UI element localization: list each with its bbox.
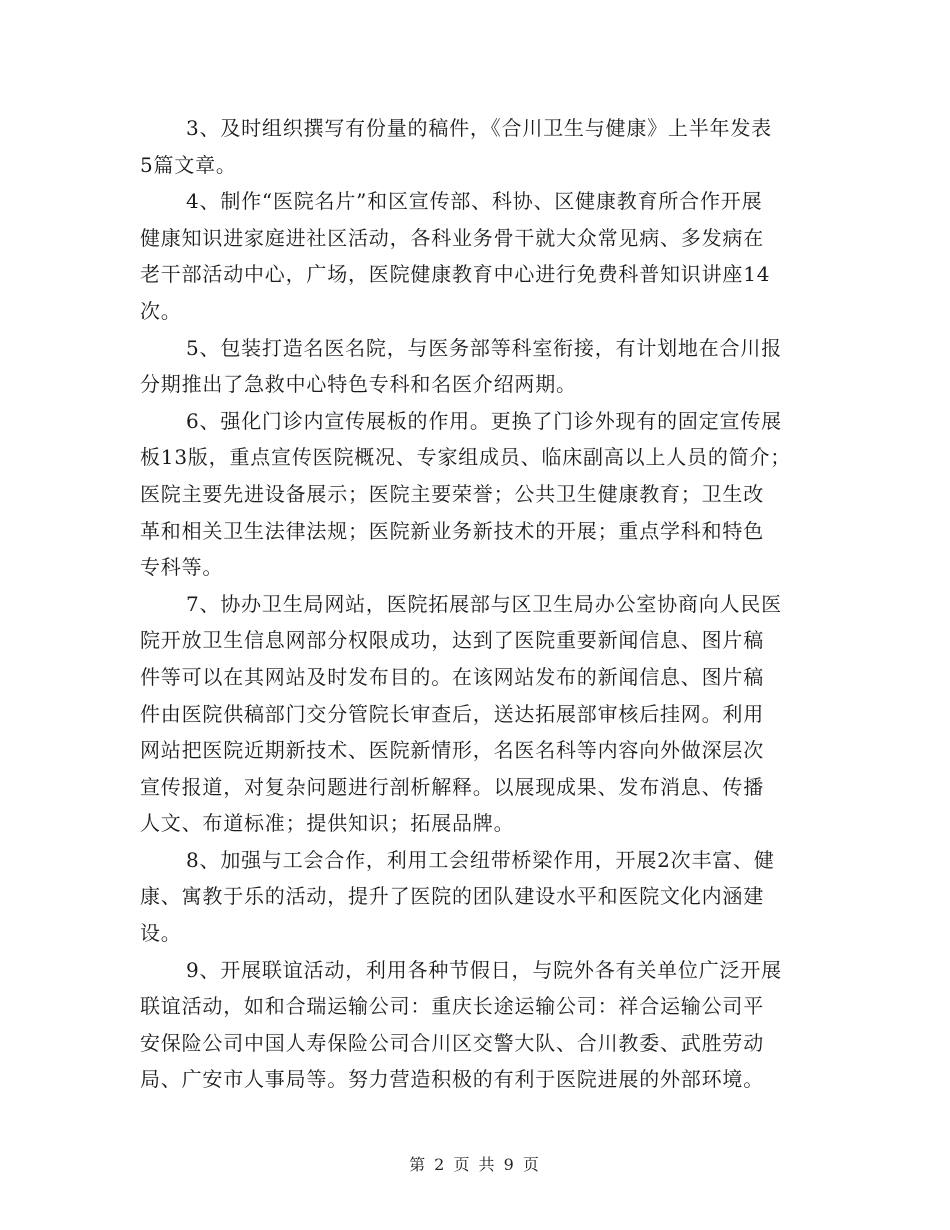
paragraph-line: 宣传报道，对复杂问题进行剖析解释。以展现成果、发布消息、传播: [140, 774, 764, 799]
paragraph-line: 7、协办卫生局网站，医院拓展部与区卫生局办公室协商向人民医: [186, 591, 782, 616]
paragraph-line: 老干部活动中心，广场，医院健康教育中心进行免费科普知识讲座14: [140, 262, 771, 287]
paragraph-line: 医院主要先进设备展示；医院主要荣誉；公共卫生健康教育；卫生改: [140, 481, 764, 506]
paragraph-line: 分期推出了急救中心特色专科和名医介绍两期。: [140, 372, 577, 397]
paragraph: [140, 110, 812, 183]
paragraph: [140, 842, 812, 952]
paragraph-line: 9、开展联谊活动，利用各种节假日，与院外各有关单位广泛开展: [186, 957, 782, 982]
paragraph-line: 次。: [140, 298, 182, 323]
paragraph-line: 革和相关卫生法律法规；医院新业务新技术的开展；重点学科和特色: [140, 518, 764, 543]
paragraph-line: 件等可以在其网站及时发布目的。在该网站发布的新闻信息、图片稿: [140, 664, 764, 689]
paragraph: [140, 183, 812, 329]
paragraph-line: 联谊活动，如和合瑞运输公司：重庆长途运输公司：祥合运输公司平: [140, 994, 764, 1019]
paragraph: [140, 330, 812, 403]
paragraph-line: 网站把医院近期新技术、医院新情形，名医名科等内容向外做深层次: [140, 738, 764, 763]
paragraph: [140, 403, 812, 586]
paragraph-line: 专科等。: [140, 555, 224, 580]
paragraph-line: 健康知识进家庭进社区活动，各科业务骨干就大众常见病、多发病在: [140, 225, 764, 250]
paragraph-line: 康、寓教于乐的活动，提升了医院的团队建设水平和医院文化内涵建: [140, 884, 764, 909]
paragraph-line: 人文、布道标准；提供知识；拓展品牌。: [140, 811, 515, 836]
paragraph-line: 板13版，重点宣传医院概况、专家组成员、临床副高以上人员的简介；: [140, 445, 792, 470]
paragraph-line: 设。: [140, 921, 182, 946]
paragraph-line: 6、强化门诊内宣传展板的作用。更换了门诊外现有的固定宣传展: [186, 408, 782, 433]
paragraph-line: 4、制作“医院名片”和区宣传部、科协、区健康教育所合作开展: [186, 189, 763, 214]
paragraph-line: 安保险公司中国人寿保险公司合川区交警大队、合川教委、武胜劳动: [140, 1030, 764, 1055]
paragraph-line: 局、广安市人事局等。努力营造积极的有利于医院进展的外部环境。: [140, 1067, 764, 1092]
paragraph-line: 5篇文章。: [140, 152, 237, 177]
document-body: [140, 110, 812, 1098]
paragraph-line: 8、加强与工会合作，利用工会纽带桥梁作用，开展2次丰富、健: [186, 847, 775, 872]
paragraph: [140, 586, 812, 842]
paragraph-line: 院开放卫生信息网部分权限成功，达到了医院重要新闻信息、图片稿: [140, 628, 764, 653]
paragraph: [140, 952, 812, 1098]
paragraph-line: 5、包装打造名医名院，与医务部等科室衔接，有计划地在合川报: [186, 335, 782, 360]
page-footer: 第 2 页 共 9 页: [409, 1155, 541, 1174]
paragraph-line: 3、及时组织撰写有份量的稿件，《合川卫生与健康》上半年发表: [186, 116, 772, 140]
paragraph-line: 件由医院供稿部门交分管院长审查后，送达拓展部审核后挂网。利用: [140, 701, 764, 726]
